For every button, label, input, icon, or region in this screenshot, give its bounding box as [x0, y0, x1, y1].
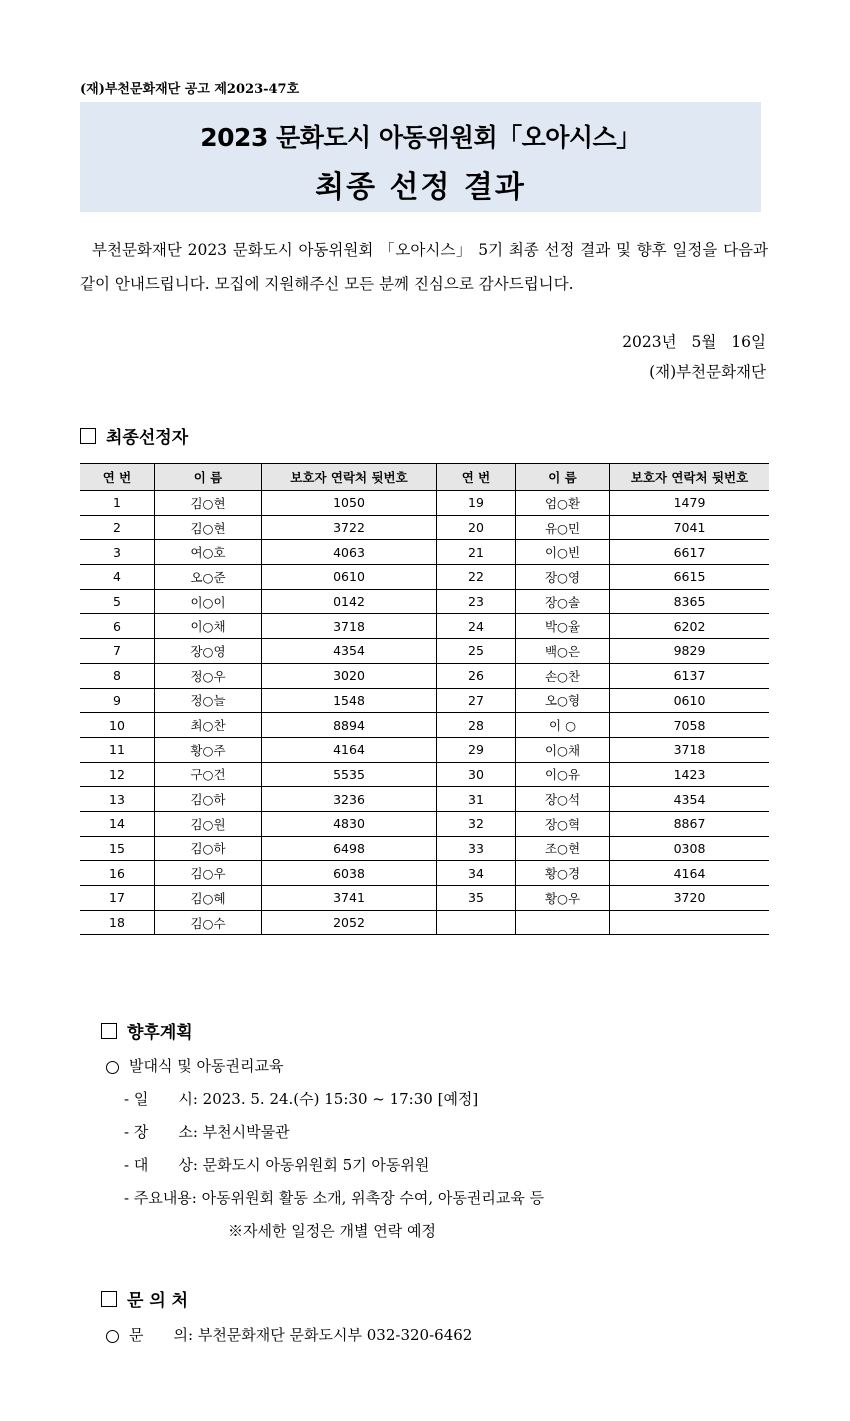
- table-cell: [437, 910, 516, 935]
- table-cell: 김○현: [155, 515, 262, 540]
- table-cell: 장○석: [516, 787, 610, 812]
- table-cell: 0308: [610, 836, 770, 861]
- table-cell: 9: [80, 688, 155, 713]
- column-header: 연 번: [80, 464, 155, 491]
- table-cell: 6: [80, 614, 155, 639]
- table-cell: 7041: [610, 515, 770, 540]
- table-cell: 장○혁: [516, 811, 610, 836]
- contact-heading-text: 문 의 처: [127, 1291, 189, 1311]
- table-cell: 32: [437, 811, 516, 836]
- table-cell: 백○은: [516, 639, 610, 664]
- table-cell: 이 ○: [516, 713, 610, 738]
- table-cell: 3: [80, 540, 155, 565]
- table-cell: 3720: [610, 886, 770, 911]
- table-row: [80, 787, 769, 812]
- column-header: 보호자 연락처 뒷번호: [610, 464, 770, 491]
- table-row: [80, 886, 769, 911]
- table-body: [80, 491, 769, 935]
- circle-bullet-icon: [106, 1061, 119, 1074]
- table-cell: 장○솔: [516, 589, 610, 614]
- table-cell: 9829: [610, 639, 770, 664]
- table-cell: 최○찬: [155, 713, 262, 738]
- contact-label: 문 의:: [129, 1326, 194, 1344]
- table-cell: 21: [437, 540, 516, 565]
- detail-label: - 일 시:: [124, 1090, 198, 1108]
- table-header-row: [80, 464, 769, 491]
- notice-number: (재)부천문화재단 공고 제2023-47호: [80, 82, 300, 97]
- detail-value: 2023. 5. 24.(수) 15:30 ~ 17:30 [예정]: [202, 1090, 479, 1108]
- table-cell: 이○이: [155, 589, 262, 614]
- table-cell: 이○채: [516, 737, 610, 762]
- contact-value: 부천문화재단 문화도시부 032-320-6462: [197, 1326, 473, 1344]
- table-cell: [610, 910, 770, 935]
- table-cell: 3741: [262, 886, 437, 911]
- table-cell: 25: [437, 639, 516, 664]
- table-cell: 박○율: [516, 614, 610, 639]
- table-cell: 구○건: [155, 762, 262, 787]
- table-cell: 5535: [262, 762, 437, 787]
- table-row: [80, 836, 769, 861]
- table-cell: 6202: [610, 614, 770, 639]
- table-cell: 6038: [262, 861, 437, 886]
- table-cell: 4354: [262, 639, 437, 664]
- table-cell: 1548: [262, 688, 437, 713]
- table-cell: 여○호: [155, 540, 262, 565]
- table-cell: 7: [80, 639, 155, 664]
- table-row: [80, 713, 769, 738]
- table-cell: 6137: [610, 663, 770, 688]
- table-row: [80, 861, 769, 886]
- detail-value: 아동위원회 활동 소개, 위촉장 수여, 아동권리교육 등: [201, 1189, 545, 1207]
- table-cell: 4164: [610, 861, 770, 886]
- table-cell: 손○찬: [516, 663, 610, 688]
- detail-label: - 주요내용:: [124, 1189, 197, 1207]
- table-cell: 14: [80, 811, 155, 836]
- checkbox-icon: [80, 428, 96, 444]
- table-cell: 3722: [262, 515, 437, 540]
- table-cell: 4354: [610, 787, 770, 812]
- table-cell: 정○늘: [155, 688, 262, 713]
- plan-heading: [101, 1018, 193, 1043]
- table-row: [80, 614, 769, 639]
- table-cell: 유○민: [516, 515, 610, 540]
- plan-heading-text: 향후계획: [127, 1023, 193, 1043]
- table-cell: 장○영: [155, 639, 262, 664]
- table-cell: 8867: [610, 811, 770, 836]
- announcement-date: 2023년 5월 16일: [622, 333, 766, 351]
- checkbox-icon: [101, 1023, 117, 1039]
- table-row: [80, 589, 769, 614]
- table-cell: 4: [80, 565, 155, 590]
- plan-detail-place: [124, 1121, 290, 1142]
- table-row: [80, 762, 769, 787]
- table-cell: 0142: [262, 589, 437, 614]
- table-cell: 정○우: [155, 663, 262, 688]
- table-cell: 24: [437, 614, 516, 639]
- table-cell: 1479: [610, 491, 770, 516]
- plan-item-text: 발대식 및 아동권리교육: [129, 1057, 284, 1075]
- contact-line: [106, 1324, 472, 1345]
- circle-bullet-icon: [106, 1330, 119, 1343]
- table-cell: [516, 910, 610, 935]
- selection-table: [80, 463, 769, 935]
- table-row: [80, 540, 769, 565]
- table-cell: 0610: [262, 565, 437, 590]
- table-cell: 3718: [262, 614, 437, 639]
- table-row: [80, 491, 769, 516]
- table-cell: 김○원: [155, 811, 262, 836]
- table-cell: 오○형: [516, 688, 610, 713]
- table-cell: 황○주: [155, 737, 262, 762]
- table-cell: 33: [437, 836, 516, 861]
- table-row: [80, 910, 769, 935]
- table-row: [80, 688, 769, 713]
- table-cell: 4164: [262, 737, 437, 762]
- checkbox-icon: [101, 1291, 117, 1307]
- table-cell: 11: [80, 737, 155, 762]
- plan-detail-content: [124, 1187, 544, 1208]
- table-cell: 이○유: [516, 762, 610, 787]
- table-cell: 장○영: [516, 565, 610, 590]
- table-cell: 7058: [610, 713, 770, 738]
- table-cell: 이○빈: [516, 540, 610, 565]
- table-cell: 0610: [610, 688, 770, 713]
- detail-value: 문화도시 아동위원회 5기 아동위원: [202, 1156, 430, 1174]
- table-cell: 34: [437, 861, 516, 886]
- plan-item: [106, 1055, 283, 1076]
- table-cell: 6615: [610, 565, 770, 590]
- organization-name: (재)부천문화재단: [649, 363, 766, 381]
- table-cell: 10: [80, 713, 155, 738]
- table-cell: 김○혜: [155, 886, 262, 911]
- table-cell: 엄○환: [516, 491, 610, 516]
- page-subtitle: 최종 선정 결과: [315, 170, 526, 205]
- column-header: 연 번: [437, 464, 516, 491]
- detail-label: - 장 소:: [124, 1123, 198, 1141]
- table-cell: 김○현: [155, 491, 262, 516]
- table-cell: 2052: [262, 910, 437, 935]
- table-row: [80, 639, 769, 664]
- table-cell: 김○수: [155, 910, 262, 935]
- table-cell: 8365: [610, 589, 770, 614]
- intro-paragraph: 부천문화재단 2023 문화도시 아동위원회 「오아시스」 5기 최종 선정 결과 및 향후 일정을 다음과 같이 안내드립니다. 모집에 지원해주신 모든 분께 진심으로 감사드립니다.: [80, 241, 768, 293]
- table-cell: 16: [80, 861, 155, 886]
- table-cell: 5: [80, 589, 155, 614]
- table-row: [80, 565, 769, 590]
- table-cell: 조○현: [516, 836, 610, 861]
- table-cell: 13: [80, 787, 155, 812]
- table-cell: 김○하: [155, 836, 262, 861]
- table-cell: 황○우: [516, 886, 610, 911]
- table-cell: 26: [437, 663, 516, 688]
- table-cell: 3236: [262, 787, 437, 812]
- table-cell: 4063: [262, 540, 437, 565]
- table-cell: 20: [437, 515, 516, 540]
- table-cell: 1423: [610, 762, 770, 787]
- detail-value: 부천시박물관: [202, 1123, 290, 1141]
- table-cell: 김○하: [155, 787, 262, 812]
- plan-detail-target: [124, 1154, 429, 1175]
- table-cell: 8: [80, 663, 155, 688]
- table-cell: 27: [437, 688, 516, 713]
- final-selection-heading-text: 최종선정자: [106, 428, 189, 448]
- table-cell: 15: [80, 836, 155, 861]
- title-banner: [80, 102, 761, 212]
- column-header: 이 름: [155, 464, 262, 491]
- table-cell: 17: [80, 886, 155, 911]
- table-cell: 29: [437, 737, 516, 762]
- table-cell: 12: [80, 762, 155, 787]
- detail-label: - 대 상:: [124, 1156, 198, 1174]
- table-cell: 오○준: [155, 565, 262, 590]
- column-header: 보호자 연락처 뒷번호: [262, 464, 437, 491]
- table-cell: 6617: [610, 540, 770, 565]
- contact-heading: [101, 1286, 188, 1311]
- final-selection-heading: [80, 423, 188, 448]
- table-cell: 23: [437, 589, 516, 614]
- table-cell: 김○우: [155, 861, 262, 886]
- table-cell: 3020: [262, 663, 437, 688]
- table-cell: 황○경: [516, 861, 610, 886]
- column-header: 이 름: [516, 464, 610, 491]
- table-cell: 1: [80, 491, 155, 516]
- table-row: [80, 663, 769, 688]
- table-cell: 8894: [262, 713, 437, 738]
- page-title: 2023 문화도시 아동위원회「오아시스」: [200, 123, 641, 152]
- table-cell: 30: [437, 762, 516, 787]
- table-cell: 4830: [262, 811, 437, 836]
- table-cell: 31: [437, 787, 516, 812]
- table-row: [80, 811, 769, 836]
- table-row: [80, 737, 769, 762]
- table-cell: 6498: [262, 836, 437, 861]
- table-cell: 19: [437, 491, 516, 516]
- table-cell: 18: [80, 910, 155, 935]
- table-cell: 28: [437, 713, 516, 738]
- schedule-note: ※자세한 일정은 개별 연락 예정: [228, 1222, 436, 1240]
- table-row: [80, 515, 769, 540]
- table-cell: 2: [80, 515, 155, 540]
- table-cell: 1050: [262, 491, 437, 516]
- table-cell: 22: [437, 565, 516, 590]
- plan-detail-time: [124, 1088, 478, 1109]
- table-cell: 3718: [610, 737, 770, 762]
- table-cell: 이○채: [155, 614, 262, 639]
- table-cell: 35: [437, 886, 516, 911]
